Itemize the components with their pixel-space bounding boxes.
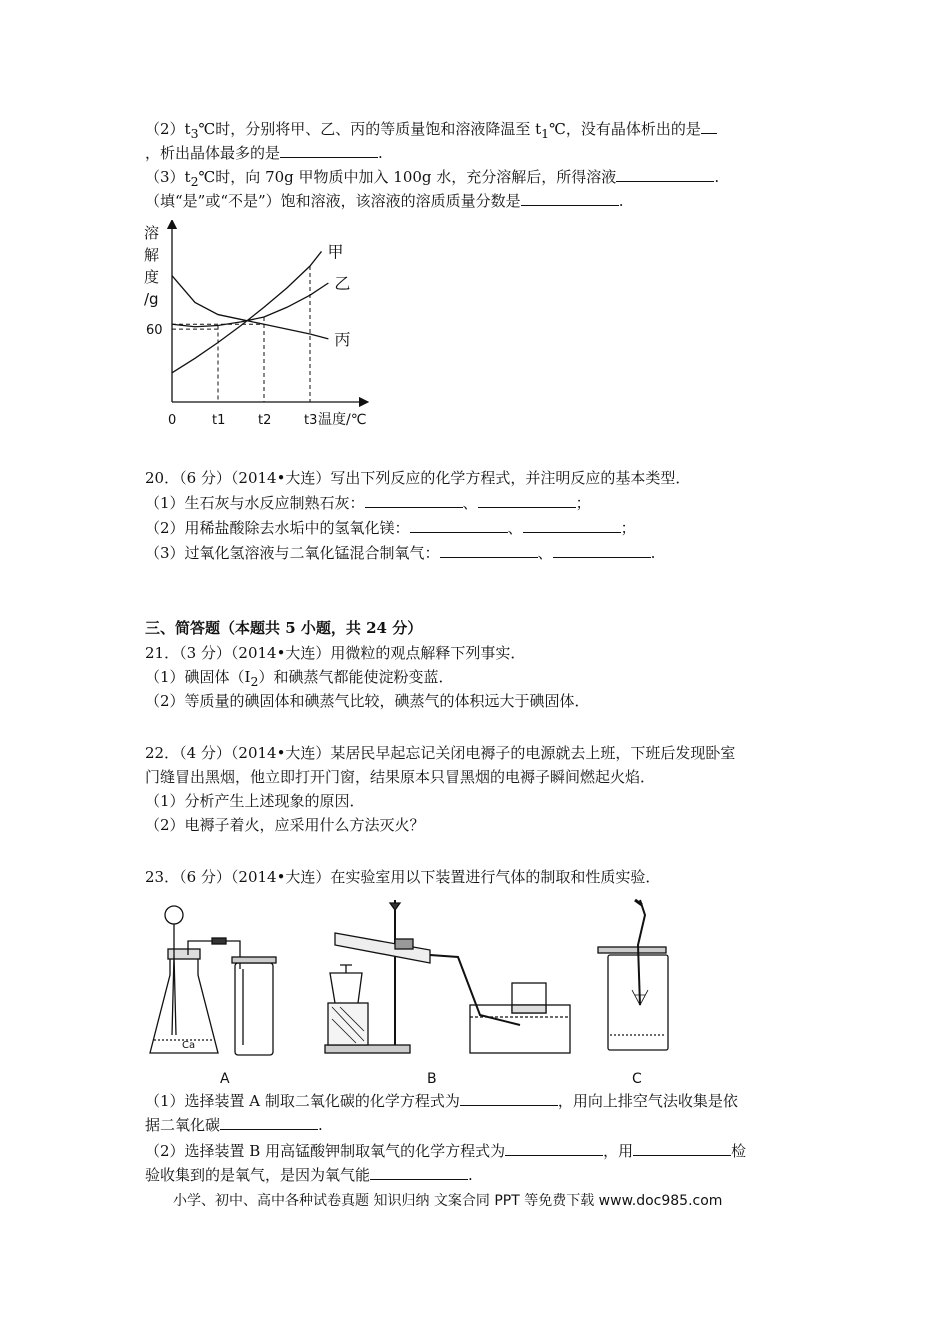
q23-item-1-cont: 据二氧化碳 .: [145, 1116, 323, 1134]
x-tick-label: 0: [168, 413, 177, 428]
q21-item-1: （1）碘固体$(I_2)$和碘蒸气都能使淀粉变蓝．: [145, 668, 454, 689]
series-label-1: 甲: [327, 242, 344, 262]
q19-part3-line2: （填“是”或“不是”）饱和溶液，该溶液的溶质质量分数是 .: [145, 192, 624, 210]
q20-item-2: （2）用稀盐酸除去水垢中的氢氧化镁： 、 ；: [145, 519, 636, 537]
answer-blank[interactable]: [440, 542, 538, 558]
answer-blank[interactable]: [701, 118, 717, 134]
apparatus-label-c: C: [632, 1071, 642, 1087]
series-label-2: 乙: [334, 274, 351, 293]
answer-blank[interactable]: [220, 1114, 318, 1130]
q20-item-3: （3）过氧化氢溶液与二氧化锰混合制氧气： 、 .: [145, 544, 656, 562]
q22-heading: 22．（4 分）（2014•大连）某居民早起忘记关闭电褥子的电源就去上班，下班后发现卧室: [145, 744, 736, 762]
y-axis-label-2: 解: [144, 246, 160, 264]
series-line-2: [172, 283, 328, 327]
answer-blank[interactable]: [460, 1090, 558, 1106]
x-tick-label: t3: [304, 413, 318, 428]
lab-apparatus-figure: [140, 895, 700, 1090]
answer-blank[interactable]: [280, 142, 378, 158]
q23-item-2-cont: 验收集到的是氧气，是因为氧气能 .: [145, 1166, 473, 1184]
answer-blank[interactable]: [410, 517, 508, 533]
answer-blank[interactable]: [633, 1140, 731, 1156]
q20-heading: 20．（6 分）（2014•大连）写出下列反应的化学方程式，并注明反应的基本类型．: [145, 469, 691, 487]
answer-blank[interactable]: [523, 517, 621, 533]
answer-blank[interactable]: [505, 1140, 603, 1156]
answer-blank[interactable]: [370, 1164, 468, 1180]
y-axis-label-3: 度: [144, 268, 160, 286]
y-axis-label-4: /g: [144, 290, 159, 308]
section-3-title: 三、简答题（本题共 5 小题，共 24 分）: [145, 619, 423, 637]
solubility-chart: [140, 220, 380, 440]
x-tick-label: t2: [258, 413, 272, 428]
apparatus-a: [150, 906, 276, 1055]
answer-blank[interactable]: [478, 492, 576, 508]
apparatus-c: [598, 900, 668, 1050]
q21-item-2: （2）等质量的碘固体和碘蒸气比较，碘蒸气的体积远大于碘固体．: [145, 692, 590, 710]
q22-item-1: （1）分析产生上述现象的原因．: [145, 792, 365, 810]
series-line-1: [172, 251, 322, 372]
q19-part2-line1: $(2)t_3℃$时，分别将甲、乙、丙的等质量饱和溶液降温至 $t_1℃$，没有晶体析出的是: [145, 118, 717, 145]
q20-item-1: （1）生石灰与水反应制熟石灰： 、 ；: [145, 494, 591, 512]
x-axis-label: 温度/℃: [318, 412, 367, 428]
page-footer: 小学、初中、高中各种试卷真题 知识归纳 文案合同 PPT 等免费下载 www.doc985.com: [173, 1193, 723, 1209]
series-label-3: 丙: [334, 329, 351, 349]
apparatus-b: [325, 900, 570, 1053]
q23-item-1: （1）选择装置 A 制取二氧化碳的化学方程式为 ，用向上排空气法收集是依: [145, 1092, 738, 1110]
answer-blank[interactable]: [521, 190, 619, 206]
answer-blank[interactable]: [553, 542, 651, 558]
answer-blank[interactable]: [365, 492, 463, 508]
q22-heading-cont: 门缝冒出黑烟，他立即打开门窗，结果原本只冒黑烟的电褥子瞬间燃起火焰．: [145, 768, 656, 786]
y-tick-label: 60: [146, 323, 163, 339]
chart-curves: [172, 251, 328, 372]
apparatus-label-a: A: [220, 1071, 230, 1087]
answer-blank[interactable]: [616, 166, 714, 182]
q22-item-2: （2）电褥子着火，应采用什么方法灭火？: [145, 816, 425, 834]
chart-labels: [144, 224, 366, 428]
q23-item-2: （2）选择装置 B 用高锰酸钾制取氧气的化学方程式为 ，用 检: [145, 1142, 747, 1160]
x-tick-label: t1: [212, 413, 226, 428]
q23-heading: 23．（6 分）（2014•大连）在实验室用以下装置进行气体的制取和性质实验．: [145, 868, 661, 886]
apparatus-label-b: B: [427, 1071, 437, 1087]
q19-part2-line2: ，析出晶体最多的是 .: [145, 144, 383, 162]
q19-part3-line1: $(3)t_2℃$时，向 70g 甲物质中加入 100g 水，充分溶解后，所得溶液 .: [145, 168, 720, 189]
svg-text:Ca: Ca: [182, 1040, 196, 1051]
y-axis-label-1: 溶: [144, 224, 160, 242]
q21-heading: 21．（3 分）（2014•大连）用微粒的观点解释下列事实．: [145, 644, 526, 662]
